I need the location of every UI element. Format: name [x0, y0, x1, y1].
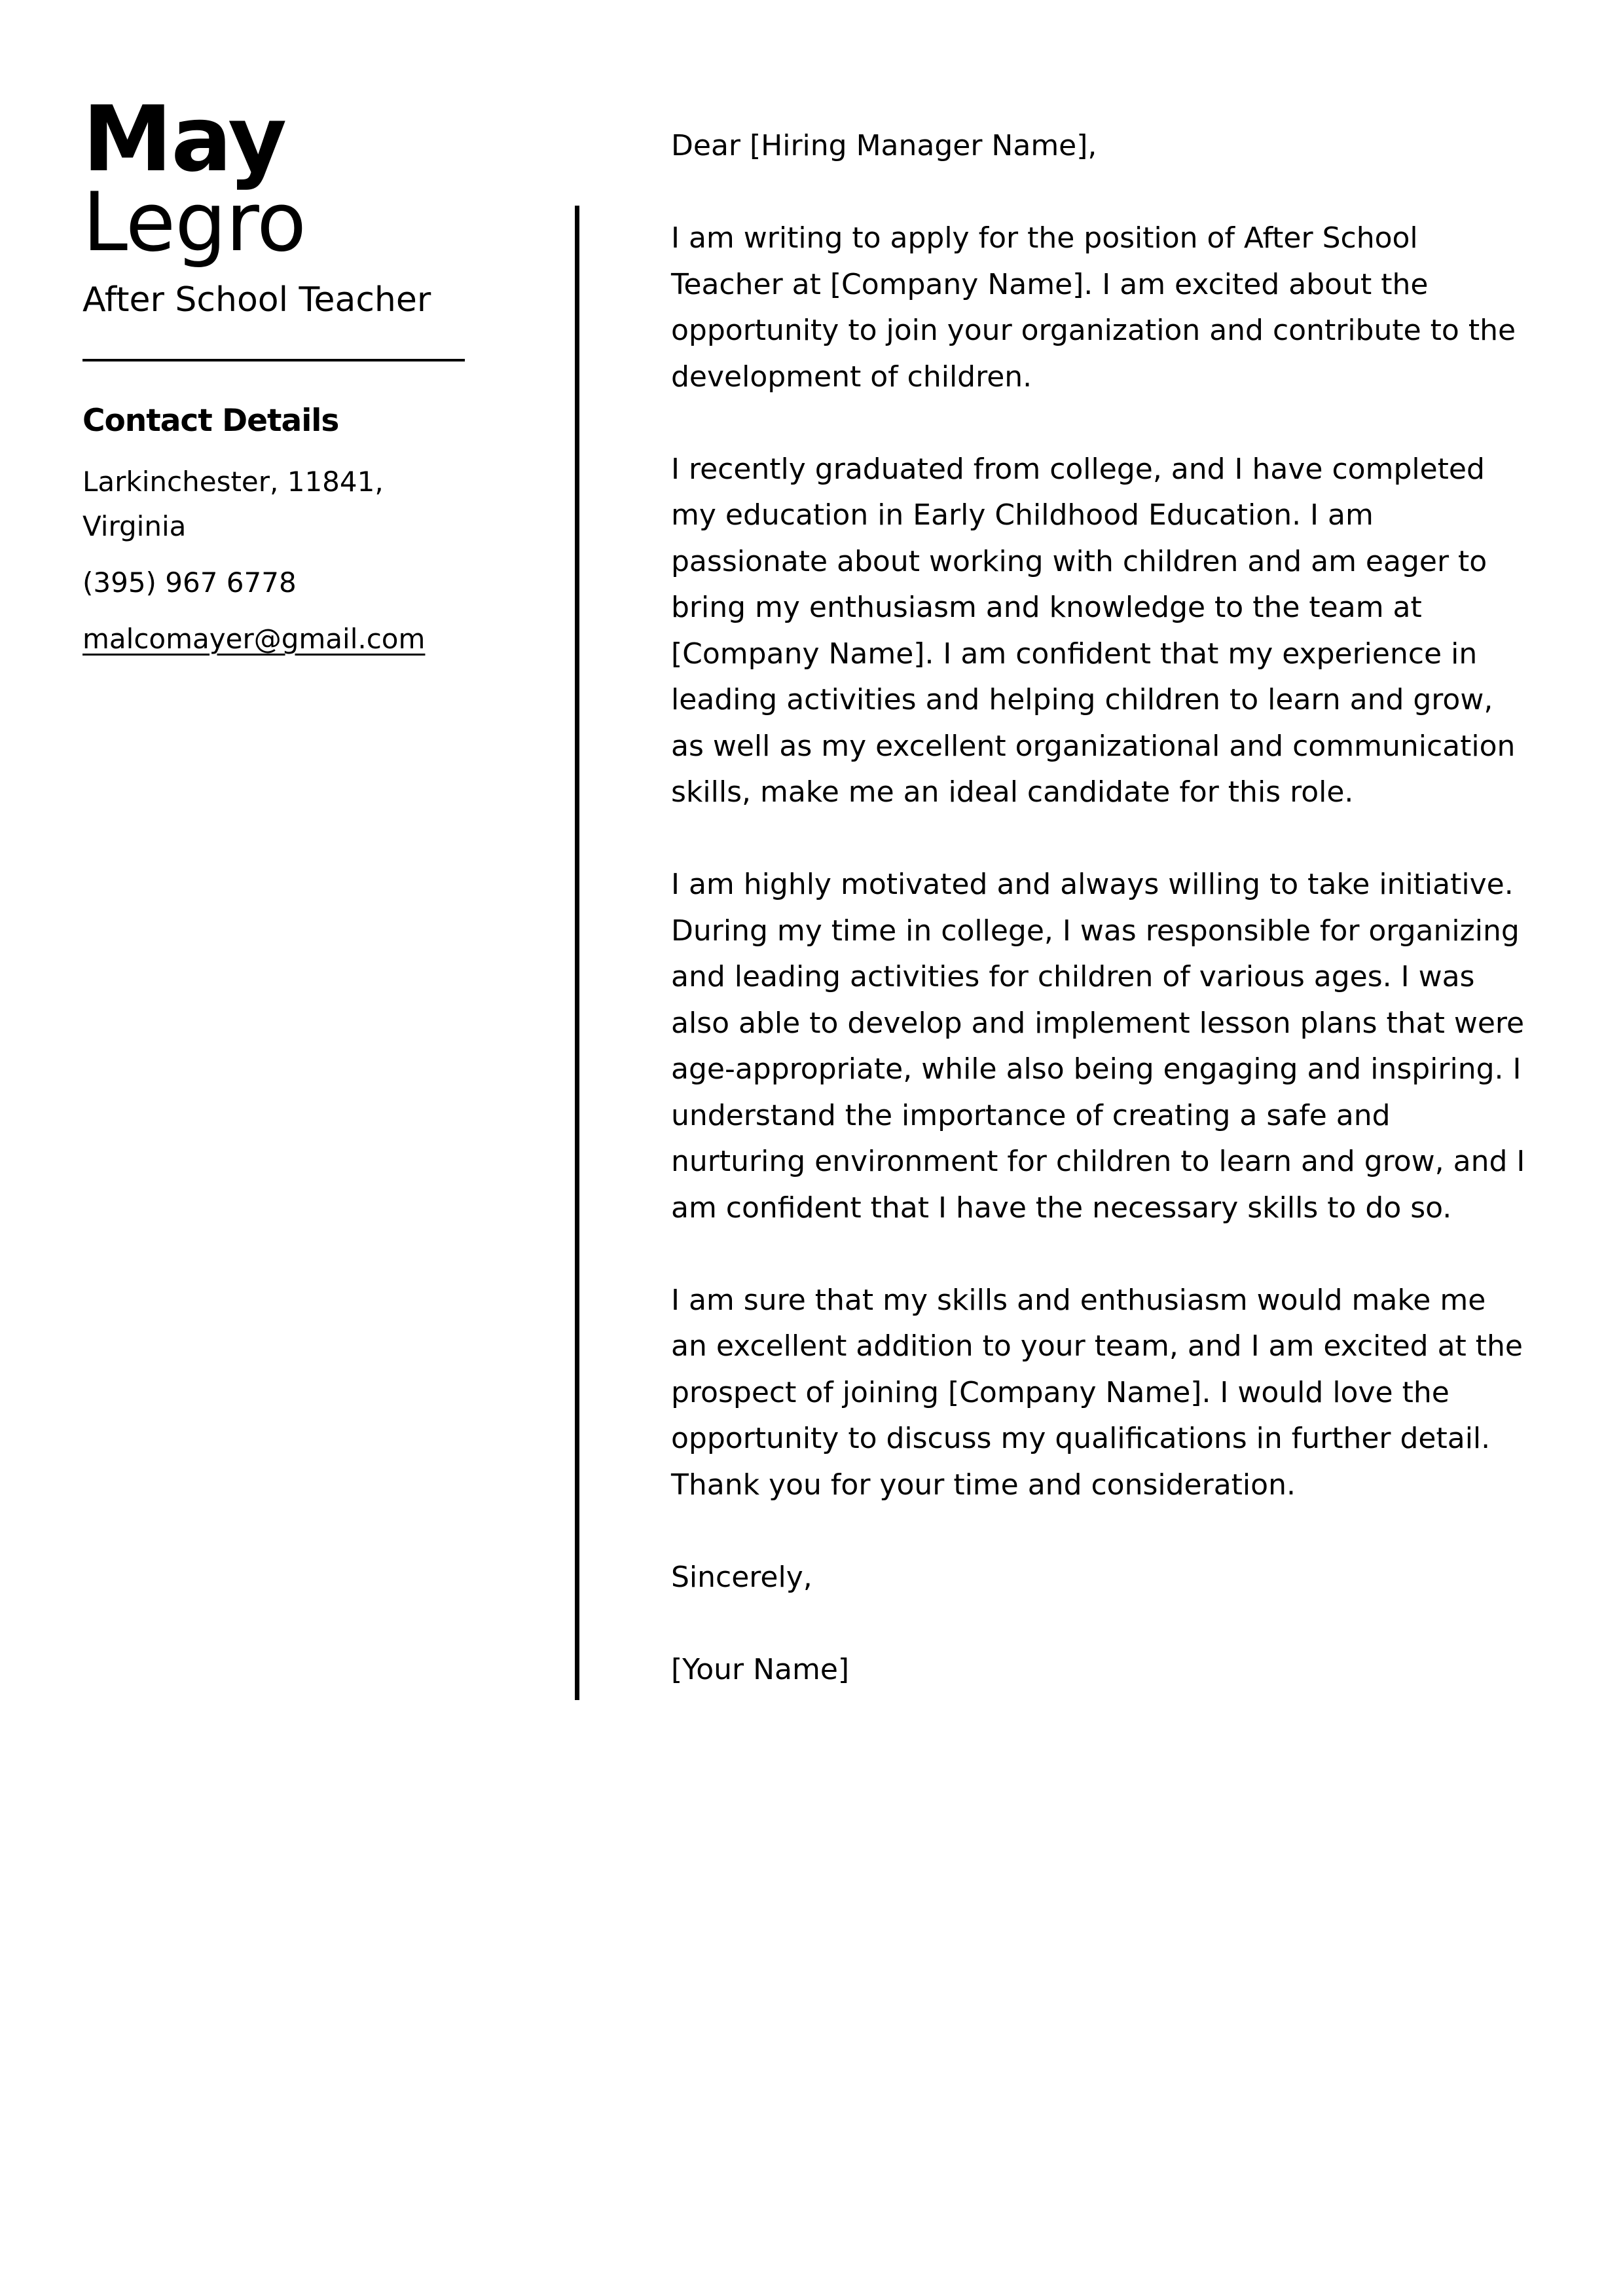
- letter-closing: Sincerely,: [671, 1560, 812, 1594]
- first-name: May: [82, 86, 286, 192]
- letter-body: [671, 123, 1529, 1739]
- letter-paragraph-1: I am writing to apply for the position of After School Teacher at [Company Name]. I am excited about the opportunity to join your organization and contribute to the development of children.: [671, 221, 1516, 394]
- contact-email-link[interactable]: malcomayer@gmail.com: [82, 623, 426, 655]
- name-divider: [82, 359, 465, 361]
- letter-signature: [Your Name]: [671, 1652, 850, 1686]
- sidebar: [82, 86, 475, 661]
- vertical-divider: [575, 206, 579, 1700]
- letter-salutation: Dear [Hiring Manager Name],: [671, 129, 1097, 162]
- contact-address: Larkinchester, 11841, Virginia: [82, 466, 384, 542]
- last-name: Legro: [82, 176, 306, 270]
- contact-phone: (395) 967 6778: [82, 566, 297, 599]
- letter-paragraph-2: I recently graduated from college, and I have completed my education in Early Childhood Education. I am passionate about working with children and am eager to bring my enthusiasm and knowledge to the team at [Company Name]. I am confident that my experience in leading activities and helping children to learn and grow, as well as my excellent organizational and communication skills, make me an ideal candidate for this role.: [671, 452, 1516, 809]
- contact-details-heading: Contact Details: [82, 403, 339, 439]
- letter-paragraph-3: I am highly motivated and always willing to take initiative. During my time in college, I was responsible for organizing and leading activities for children of various ages. I was also able to develop and implement lesson plans that were age-appropriate, while also being engaging and inspiring. I understand the importance of creating a safe and nurturing environment for children to learn and grow, and I am confident that I have the necessary skills to do so.: [671, 868, 1525, 1225]
- letter-paragraph-4: I am sure that my skills and enthusiasm would make me an excellent addition to your team, and I am excited at the prospect of joining [Company Name]. I would love the opportunity to discuss my qualifications in further detail. Thank you for your time and consideration.: [671, 1283, 1523, 1502]
- job-title: After School Teacher: [82, 280, 431, 320]
